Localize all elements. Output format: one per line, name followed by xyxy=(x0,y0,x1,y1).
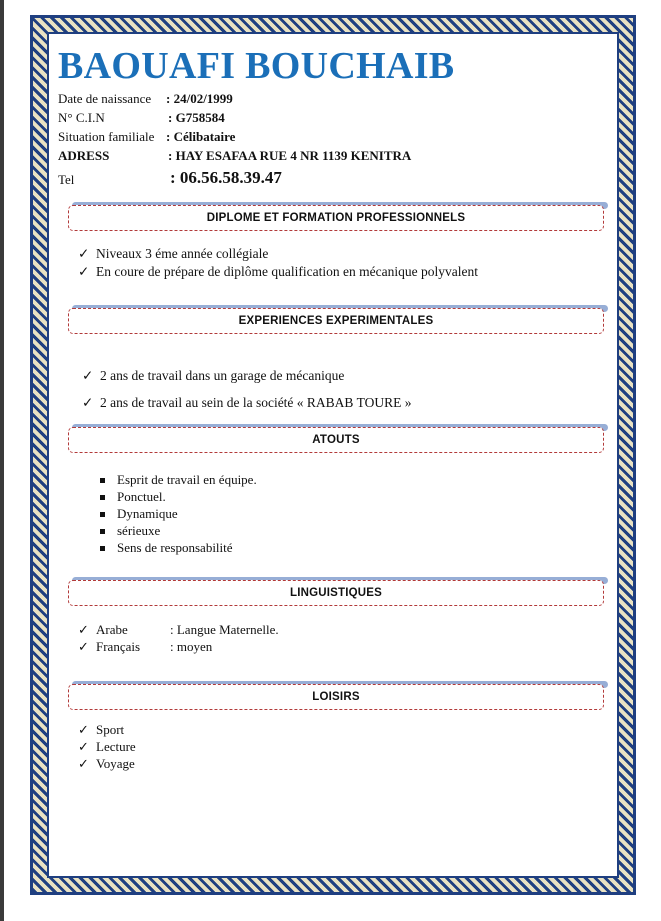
check-icon: ✓ xyxy=(78,639,89,654)
list-item xyxy=(78,638,279,655)
check-icon: ✓ xyxy=(78,756,89,771)
list-item: Sens de responsabilité xyxy=(100,539,257,556)
check-icon: ✓ xyxy=(78,246,90,261)
check-icon: ✓ xyxy=(82,395,94,410)
info-tel-value: : 06.56.58.39.47 xyxy=(170,168,282,187)
list-item: Esprit de travail en équipe. xyxy=(100,471,257,488)
list-item xyxy=(78,621,279,638)
list-item: ✓ Voyage xyxy=(78,756,135,771)
square-bullet-icon xyxy=(100,478,105,483)
language-level: : Langue Maternelle. xyxy=(170,622,279,637)
square-bullet-icon xyxy=(100,512,105,517)
info-cin-label: N° C.I.N xyxy=(58,110,105,125)
info-birth-value: : 24/02/1999 xyxy=(166,91,233,106)
info-address-value: : HAY ESAFAA RUE 4 NR 1139 KENITRA xyxy=(168,148,412,163)
diplome-list xyxy=(78,245,478,281)
section-header-diplome xyxy=(68,202,604,232)
section-header-experiences xyxy=(68,305,604,335)
info-address-label: ADRESS xyxy=(58,148,110,163)
language-level: : moyen xyxy=(170,639,213,654)
check-icon: ✓ xyxy=(78,622,89,637)
check-icon: ✓ xyxy=(82,368,94,383)
header-box xyxy=(68,684,604,710)
list-item: ✓ Lecture xyxy=(78,739,136,754)
check-icon: ✓ xyxy=(78,722,89,737)
loisirs-list xyxy=(78,721,136,772)
list-item: ✓ 2 ans de travail dans un garage de mécanique xyxy=(82,362,411,389)
section-header-linguistiques xyxy=(68,577,604,607)
language-name: Arabe xyxy=(96,622,128,637)
cv-name: BAOUAFI BOUCHAIB xyxy=(58,45,455,87)
list-item: Ponctuel. xyxy=(100,488,257,505)
list-item: ✓ En coure de prépare de diplôme qualification en mécanique polyvalent xyxy=(78,264,478,279)
info-birth-label: Date de naissance xyxy=(58,91,152,106)
section-header-loisirs xyxy=(68,681,604,711)
section-title: LINGUISTIQUES xyxy=(289,587,383,599)
linguistiques-list xyxy=(78,621,279,655)
header-box xyxy=(68,580,604,606)
list-item: sérieuxe xyxy=(100,522,257,539)
section-title: EXPERIENCES EXPERIMENTALES xyxy=(238,315,434,327)
language-name: Français xyxy=(96,639,141,654)
section-title: DIPLOME ET FORMATION PROFESSIONNELS xyxy=(206,212,466,224)
atouts-list xyxy=(100,471,257,556)
square-bullet-icon xyxy=(100,495,105,500)
list-item: ✓ Niveaux 3 éme année collégiale xyxy=(78,246,269,261)
section-title: LOISIRS xyxy=(312,691,360,703)
info-family-label: Situation familiale xyxy=(58,129,155,144)
experiences-list xyxy=(82,362,411,416)
section-header-atouts xyxy=(68,424,604,454)
header-box xyxy=(68,205,604,231)
check-icon: ✓ xyxy=(78,739,89,754)
list-item: ✓ 2 ans de travail au sein de la société « RABAB TOURE » xyxy=(82,389,411,416)
list-item: ✓ Sport xyxy=(78,722,125,737)
page-edge xyxy=(0,0,4,921)
header-box xyxy=(68,308,604,334)
info-tel-label: Tel xyxy=(58,172,75,187)
square-bullet-icon xyxy=(100,546,105,551)
square-bullet-icon xyxy=(100,529,105,534)
section-title: ATOUTS xyxy=(312,434,360,446)
list-item: Dynamique xyxy=(100,505,257,522)
info-cin-value: : G758584 xyxy=(168,110,225,125)
header-box xyxy=(68,427,604,453)
check-icon: ✓ xyxy=(78,264,90,279)
info-family-value: : Célibataire xyxy=(166,129,236,144)
